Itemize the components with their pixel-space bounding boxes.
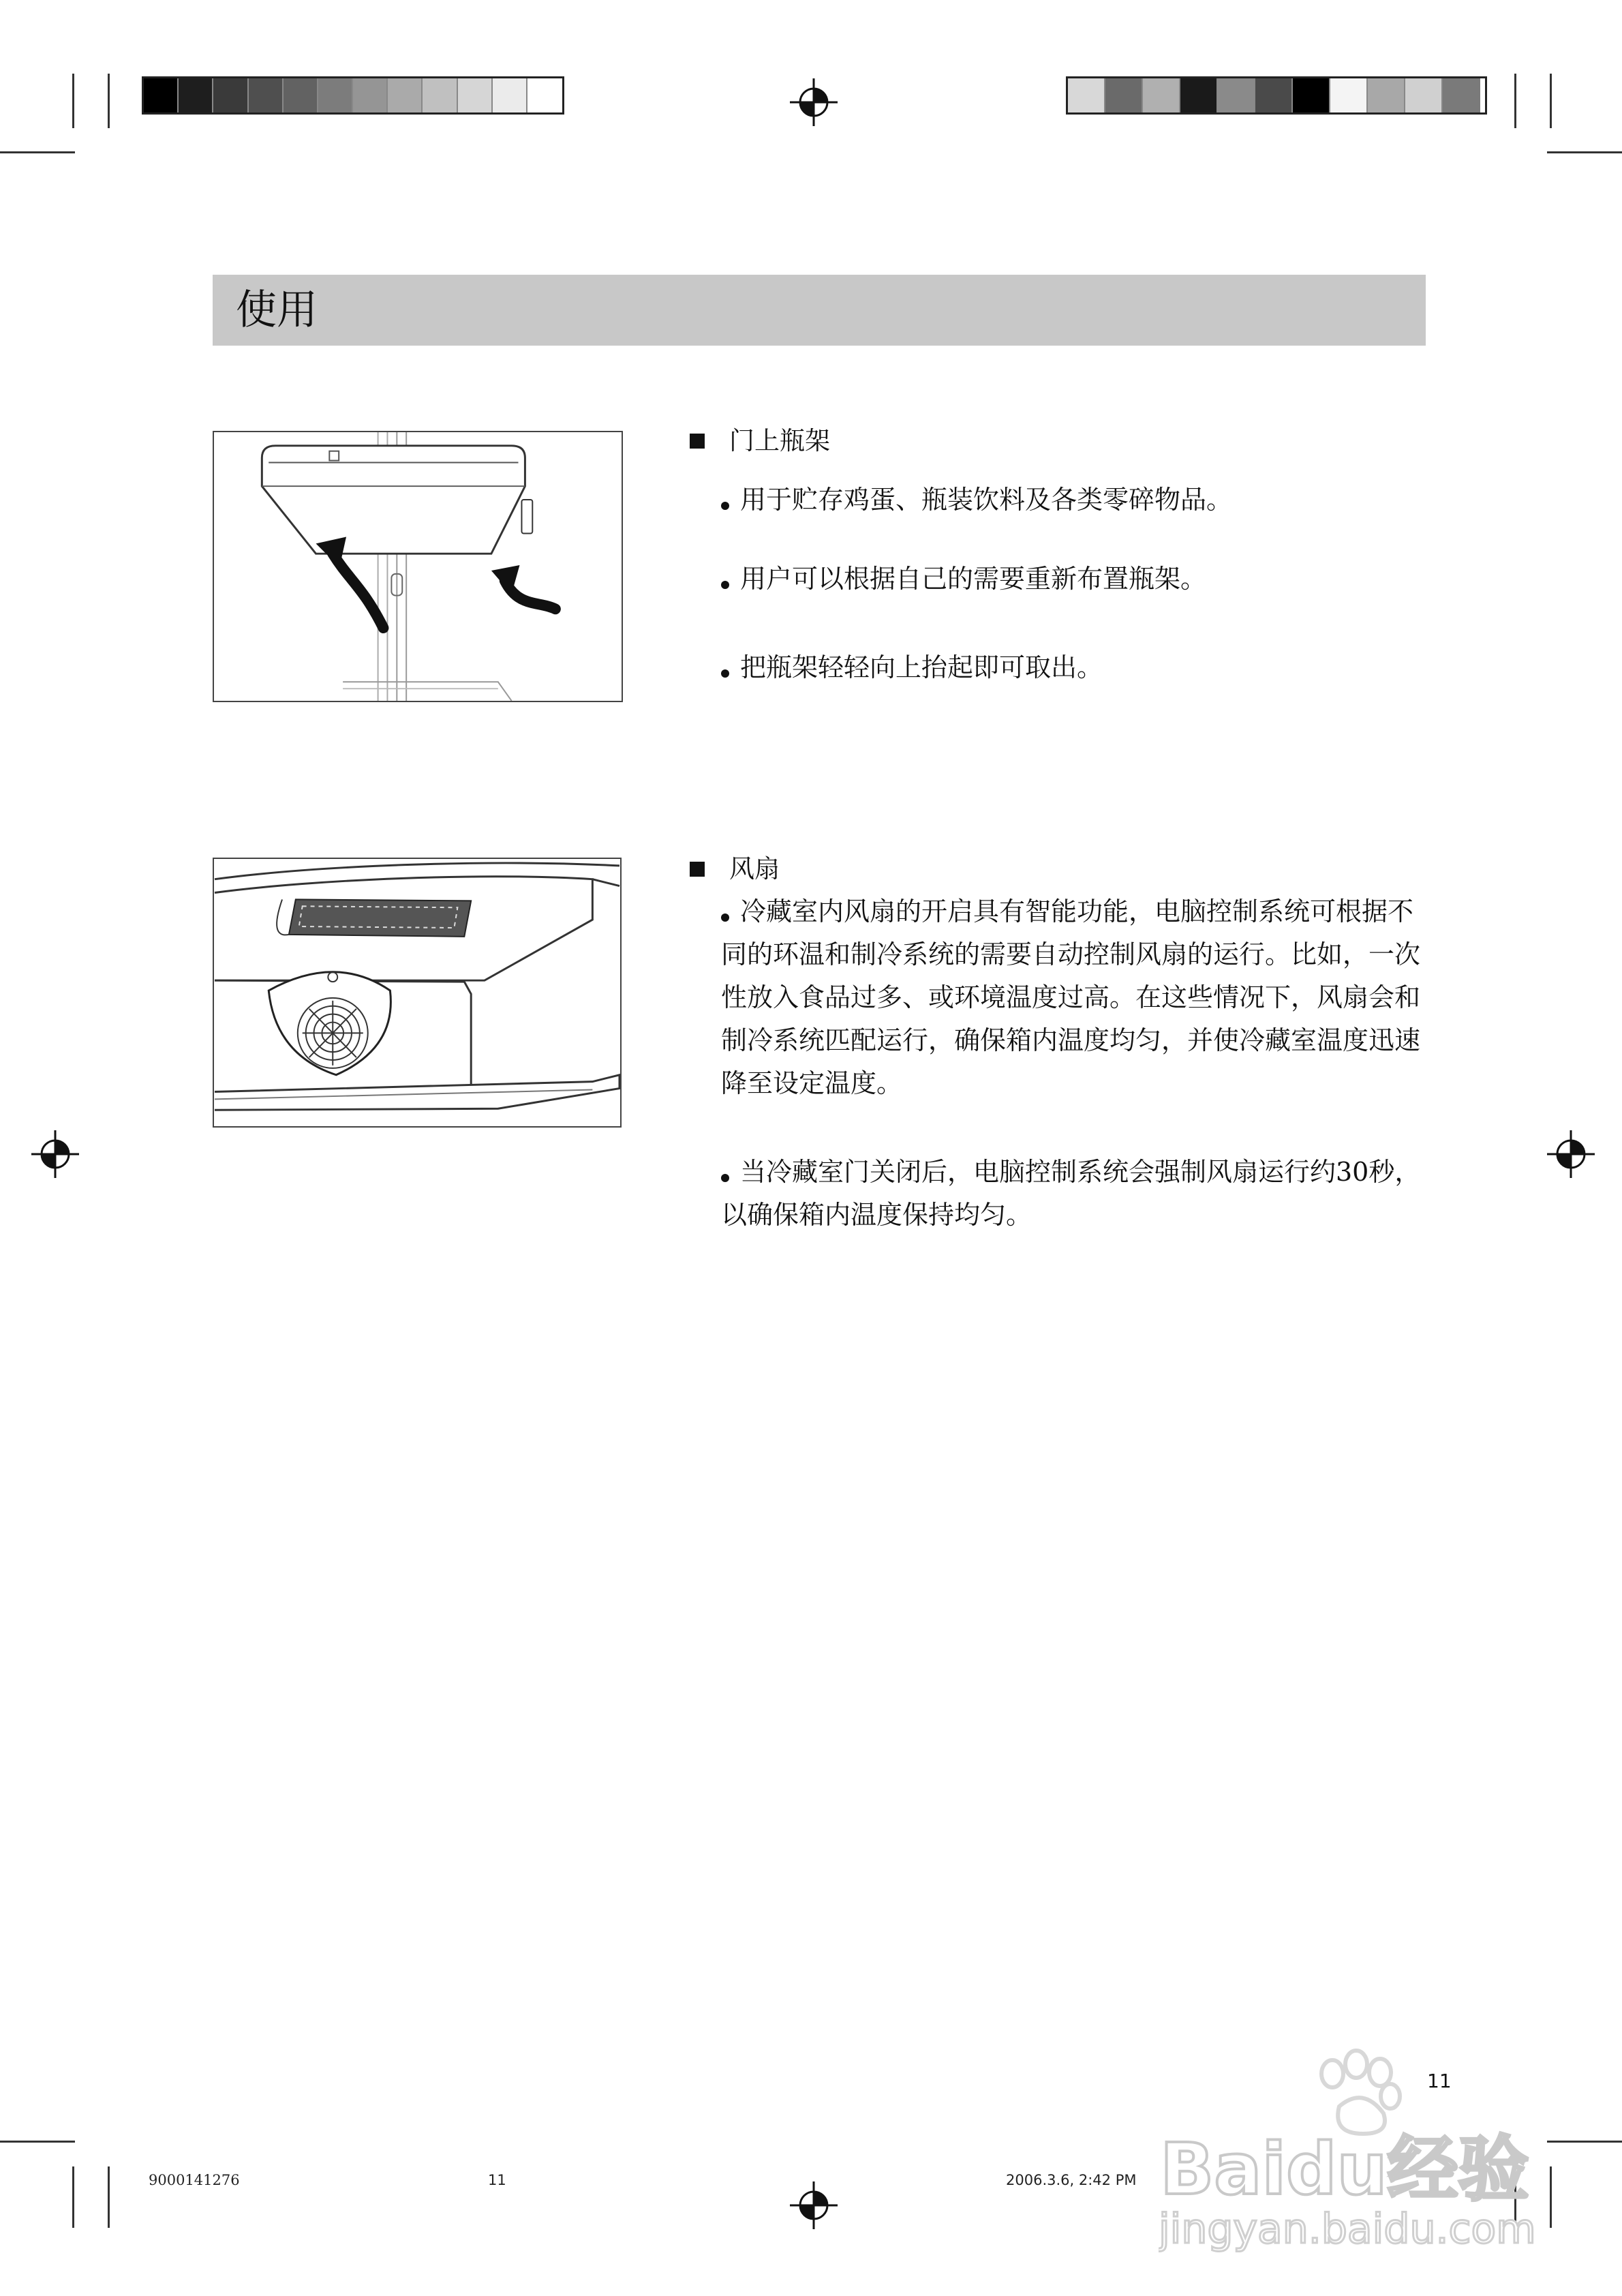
color-swatch	[1255, 78, 1293, 112]
section-header	[213, 275, 1426, 346]
registration-mark-icon	[790, 78, 838, 126]
crop-mark	[1550, 74, 1552, 128]
baidu-watermark	[1159, 2038, 1567, 2256]
color-swatch	[1068, 78, 1105, 112]
color-swatch	[249, 78, 284, 112]
color-swatch	[388, 78, 423, 112]
color-bar-right	[1066, 76, 1487, 115]
color-bar-left	[142, 76, 564, 115]
color-swatch	[423, 78, 457, 112]
color-swatch	[458, 78, 493, 112]
crop-mark	[0, 2141, 75, 2143]
color-swatch	[1368, 78, 1405, 112]
bullet-icon	[721, 502, 729, 510]
shelf-item-text: 把瓶架轻轻向上抬起即可取出。	[740, 652, 1103, 682]
color-swatch	[1293, 78, 1330, 112]
shelf-item-3	[721, 646, 1426, 689]
section-title: 使用	[236, 286, 318, 334]
color-swatch	[1330, 78, 1368, 112]
color-swatch	[318, 78, 353, 112]
fan-heading	[690, 852, 780, 886]
color-swatch	[353, 78, 388, 112]
registration-mark-icon	[1547, 1130, 1595, 1178]
registration-mark-icon	[790, 2181, 838, 2229]
shelf-item-text: 用户可以根据自己的需要重新布置瓶架。	[740, 564, 1207, 594]
square-bullet-icon	[690, 434, 705, 449]
footer-datetime: 2006.3.6, 2:42 PM	[1006, 2172, 1137, 2188]
color-swatch	[179, 78, 213, 112]
color-swatch	[1143, 78, 1180, 112]
crop-mark	[72, 2166, 74, 2228]
fan-item-text: 当冷藏室门关闭后，电脑控制系统会强制风扇运行约30秒，以确保箱内温度保持均匀。	[721, 1157, 1421, 1230]
watermark-brand: Baidu经验	[1160, 2128, 1529, 2211]
bullet-icon	[721, 913, 729, 922]
door-shelf-illustration	[213, 431, 623, 702]
fan-item-text: 冷藏室内风扇的开启具有智能功能，电脑控制系统可根据不同的环温和制冷系统的需要自动控制风扇的运行。比如，一次性放入食品过多、或环境温度过高。在这些情况下，风扇会和制冷系统匹配运行，确保箱内温度均匀，并使冷藏室温度迅速降至设定温度。	[721, 896, 1421, 1098]
shelf-heading-text: 门上瓶架	[729, 426, 830, 455]
watermark-url: jingyan.baidu.com	[1159, 2205, 1536, 2253]
footer-page: 11	[488, 2172, 506, 2188]
crop-mark	[72, 74, 74, 128]
crop-mark	[1547, 151, 1622, 153]
color-swatch	[1443, 78, 1480, 112]
registration-mark-icon	[31, 1130, 79, 1178]
color-swatch	[1180, 78, 1218, 112]
square-bullet-icon	[690, 862, 705, 877]
color-swatch	[527, 78, 562, 112]
shelf-item-1	[721, 479, 1426, 522]
color-swatch	[284, 78, 318, 112]
shelf-item-text: 用于贮存鸡蛋、瓶装饮料及各类零碎物品。	[740, 485, 1233, 515]
paw-logo-icon	[1159, 2038, 1567, 2256]
bullet-icon	[721, 1174, 729, 1182]
color-swatch	[1105, 78, 1143, 112]
color-swatch	[144, 78, 179, 112]
color-swatch	[493, 78, 527, 112]
color-swatch	[213, 78, 248, 112]
color-swatch	[1218, 78, 1255, 112]
shelf-item-2	[721, 558, 1426, 601]
crop-mark	[1514, 74, 1516, 128]
page-number: 11	[1427, 2070, 1452, 2092]
fan-item-2	[721, 1151, 1426, 1237]
crop-mark	[108, 74, 110, 128]
footer-code: 9000141276	[149, 2172, 240, 2188]
bullet-icon	[721, 581, 729, 589]
color-swatch	[1405, 78, 1443, 112]
shelf-heading	[690, 424, 830, 458]
fan-item-1	[721, 890, 1426, 1105]
bullet-icon	[721, 669, 729, 678]
fan-heading-text: 风扇	[729, 854, 780, 883]
fan-illustration	[213, 858, 622, 1128]
crop-mark	[108, 2166, 110, 2228]
crop-mark	[0, 151, 75, 153]
